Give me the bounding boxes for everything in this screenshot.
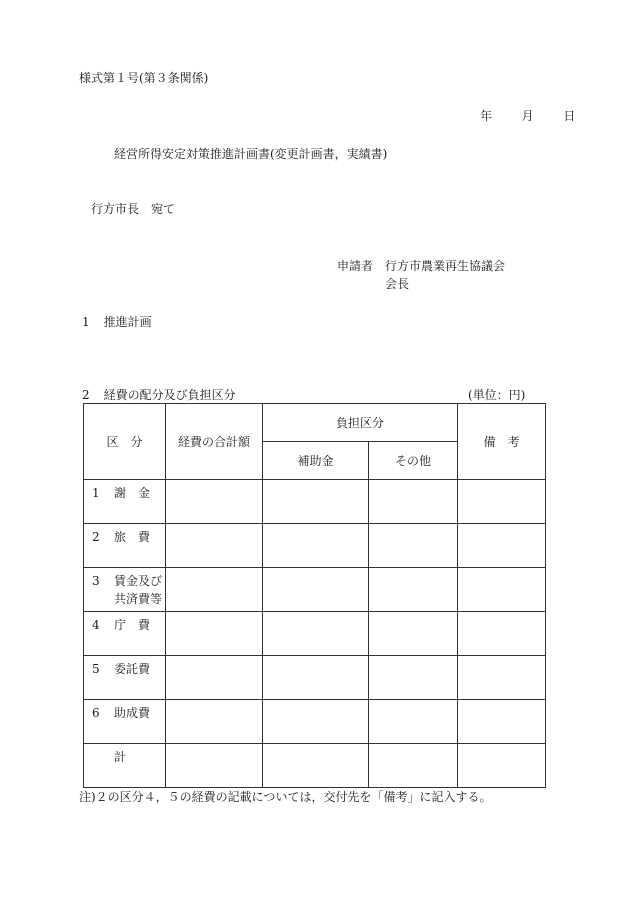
date-month-label: 月 bbox=[521, 109, 534, 123]
row-title: 庁 費 bbox=[114, 618, 151, 632]
row-label bbox=[84, 568, 166, 612]
addressee: 行方市長 宛て bbox=[91, 202, 176, 216]
table-row bbox=[84, 612, 546, 656]
row-label bbox=[84, 524, 166, 568]
header-remarks: 備 考 bbox=[458, 404, 546, 480]
cell-remarks[interactable] bbox=[458, 568, 546, 612]
header-burden: 負担区分 bbox=[263, 404, 458, 442]
table-row bbox=[84, 480, 546, 524]
cell-total[interactable] bbox=[166, 656, 263, 700]
cell-remarks[interactable] bbox=[458, 612, 546, 656]
cell-subsidy[interactable] bbox=[263, 656, 369, 700]
cell-other[interactable] bbox=[369, 656, 458, 700]
date-day-label: 日 bbox=[563, 109, 576, 123]
row-number: 3 bbox=[92, 574, 100, 588]
section2-title: 経費の配分及び負担区分 bbox=[103, 388, 236, 402]
row-label bbox=[84, 612, 166, 656]
section2-number: 2 bbox=[82, 388, 90, 402]
cell-total[interactable] bbox=[166, 744, 263, 788]
row-title: 計 bbox=[114, 750, 127, 764]
date-line bbox=[480, 108, 575, 124]
cell-remarks[interactable] bbox=[458, 480, 546, 524]
cell-subsidy[interactable] bbox=[263, 700, 369, 744]
applicant-role: 会長 bbox=[385, 277, 410, 291]
row-title: 賃金及び bbox=[114, 574, 163, 588]
unit-note: (単位：円) bbox=[468, 388, 526, 402]
row-number: 1 bbox=[92, 486, 100, 500]
cell-total[interactable] bbox=[166, 700, 263, 744]
cell-remarks[interactable] bbox=[458, 700, 546, 744]
cell-other[interactable] bbox=[369, 700, 458, 744]
table-row bbox=[84, 700, 546, 744]
cell-other[interactable] bbox=[369, 568, 458, 612]
table-row bbox=[84, 656, 546, 700]
cell-other[interactable] bbox=[369, 524, 458, 568]
expense-table bbox=[83, 403, 546, 788]
cell-other[interactable] bbox=[369, 612, 458, 656]
row-title-continued: 共済費等 bbox=[114, 592, 163, 606]
header-category: 区 分 bbox=[84, 404, 166, 480]
cell-subsidy[interactable] bbox=[263, 612, 369, 656]
cell-subsidy[interactable] bbox=[263, 744, 369, 788]
cell-other[interactable] bbox=[369, 480, 458, 524]
cell-total[interactable] bbox=[166, 568, 263, 612]
section1-title: 推進計画 bbox=[103, 315, 152, 329]
row-label bbox=[84, 656, 166, 700]
applicant-label: 申請者 bbox=[337, 259, 374, 273]
document-title: 経営所得安定対策推進計画書(変更計画書，実績書) bbox=[114, 147, 388, 161]
cell-subsidy[interactable] bbox=[263, 524, 369, 568]
section1-number: 1 bbox=[82, 315, 90, 329]
row-label bbox=[84, 744, 166, 788]
cell-remarks[interactable] bbox=[458, 656, 546, 700]
table-header-row bbox=[84, 404, 546, 442]
row-label bbox=[84, 480, 166, 524]
cell-subsidy[interactable] bbox=[263, 480, 369, 524]
header-total: 経費の合計額 bbox=[166, 404, 263, 480]
row-label bbox=[84, 700, 166, 744]
cell-other[interactable] bbox=[369, 744, 458, 788]
row-number: 2 bbox=[92, 530, 100, 544]
footnote: 注)２の区分４，５の経費の記載については，交付先を「備考」に記入する。 bbox=[79, 790, 492, 804]
cell-total[interactable] bbox=[166, 480, 263, 524]
table-row bbox=[84, 524, 546, 568]
header-other: その他 bbox=[369, 442, 458, 480]
row-number: 4 bbox=[92, 618, 100, 632]
table-total-row bbox=[84, 744, 546, 788]
row-title: 委託費 bbox=[114, 662, 151, 676]
cell-remarks[interactable] bbox=[458, 524, 546, 568]
header-subsidy: 補助金 bbox=[263, 442, 369, 480]
row-number: 5 bbox=[92, 662, 100, 676]
cell-remarks[interactable] bbox=[458, 744, 546, 788]
applicant-organization: 行方市農業再生協議会 bbox=[385, 259, 506, 273]
row-title: 旅 費 bbox=[114, 530, 151, 544]
row-title: 謝 金 bbox=[114, 486, 151, 500]
cell-total[interactable] bbox=[166, 612, 263, 656]
row-title: 助成費 bbox=[114, 706, 151, 720]
section2-heading bbox=[82, 387, 236, 403]
section1-heading bbox=[82, 314, 152, 330]
cell-total[interactable] bbox=[166, 524, 263, 568]
row-number: 6 bbox=[92, 706, 100, 720]
table-row bbox=[84, 568, 546, 612]
cell-subsidy[interactable] bbox=[263, 568, 369, 612]
date-year-label: 年 bbox=[480, 109, 493, 123]
form-number: 様式第１号(第３条関係) bbox=[79, 71, 209, 85]
